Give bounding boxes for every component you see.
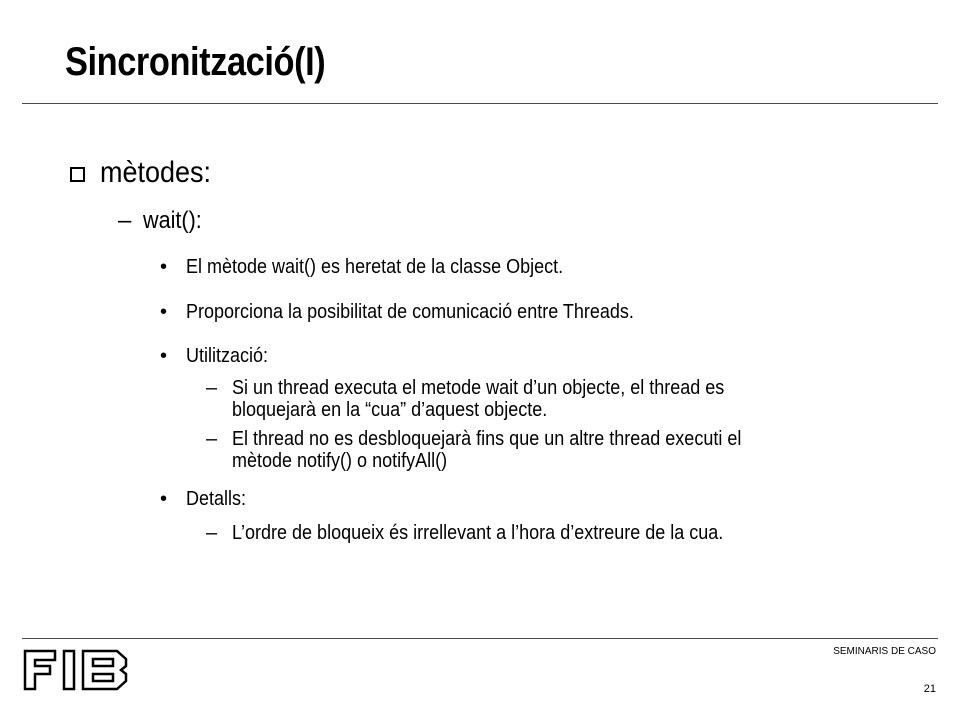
footer-divider	[22, 638, 938, 639]
title-divider	[22, 103, 938, 104]
level2-marker: –	[118, 207, 132, 234]
level1-text: mètodes:	[100, 156, 212, 189]
fib-logo	[22, 648, 132, 692]
footer-label: SEMINARIS DE CASO	[833, 646, 936, 657]
list-item: Proporciona la posibilitat de comunicació entre Threads.	[186, 301, 634, 323]
bullet-marker: •	[160, 345, 168, 367]
sub-item-line: Si un thread executa el metode wait d’un objecte, el thread es	[232, 377, 725, 399]
sub-item-line: El thread no es desbloquejarà fins que un altre thread executi el	[232, 428, 742, 450]
square-bullet-icon	[70, 167, 85, 182]
level2-text: wait():	[143, 207, 202, 234]
list-item: Utilització:	[186, 345, 269, 367]
dash-marker: –	[206, 377, 218, 399]
sub-item-line: L’ordre de bloqueix és irrellevant a l’hora d’extreure de la cua.	[232, 522, 724, 544]
sub-item-line: mètode notify() o notifyAll()	[232, 450, 448, 472]
sub-item-line: bloquejarà en la “cua” d’aquest objecte.	[232, 399, 548, 421]
list-item: El mètode wait() es heretat de la classe Object.	[186, 256, 564, 278]
bullet-marker: •	[160, 488, 168, 510]
dash-marker: –	[206, 522, 218, 544]
bullet-marker: •	[160, 301, 168, 323]
bullet-marker: •	[160, 256, 168, 278]
list-item: Detalls:	[186, 488, 247, 510]
page-number: 21	[923, 683, 936, 695]
slide-title: Sincronització(I)	[65, 40, 326, 84]
dash-marker: –	[206, 428, 218, 450]
